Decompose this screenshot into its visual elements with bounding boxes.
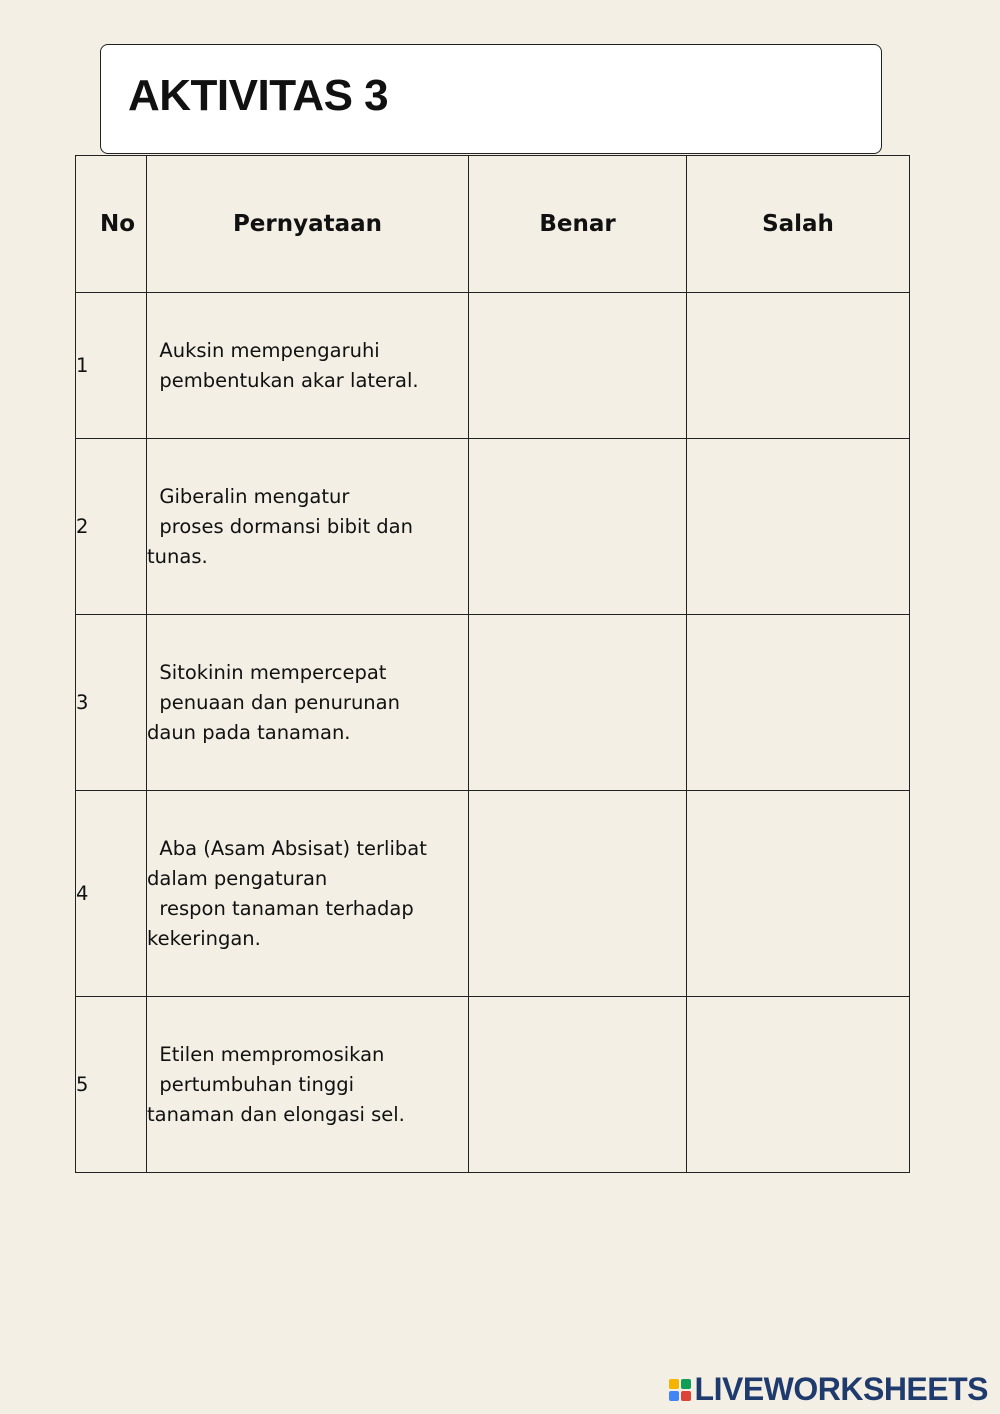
answer-true-cell[interactable] xyxy=(469,439,687,615)
statement-line: Giberalin mengatur xyxy=(147,484,350,508)
table-row xyxy=(76,293,910,439)
answer-true-cell[interactable] xyxy=(469,615,687,791)
row-number: 1 xyxy=(76,293,147,439)
answer-false-cell[interactable] xyxy=(687,997,910,1173)
answer-true-cell[interactable] xyxy=(469,791,687,997)
answer-true-cell[interactable] xyxy=(469,997,687,1173)
row-number: 5 xyxy=(76,997,147,1173)
answer-false-cell[interactable] xyxy=(687,439,910,615)
statement-line: kekeringan. xyxy=(147,926,261,950)
row-statement xyxy=(147,439,469,615)
statement-line: Aba (Asam Absisat) terlibat xyxy=(147,836,427,860)
statement-line: Auksin mempengaruhi xyxy=(147,338,380,362)
page-title: AKTIVITAS 3 xyxy=(128,71,389,120)
logo-square xyxy=(669,1379,679,1389)
header-false: Salah xyxy=(687,156,910,293)
row-statement xyxy=(147,293,469,439)
row-statement xyxy=(147,791,469,997)
answer-false-cell[interactable] xyxy=(687,293,910,439)
table-row xyxy=(76,791,910,997)
footer-logo xyxy=(669,1371,988,1408)
liveworksheets-logo-icon xyxy=(669,1379,691,1401)
table-row xyxy=(76,997,910,1173)
statement-line: pertumbuhan tinggi xyxy=(147,1072,354,1096)
statement-line: penuaan dan penurunan xyxy=(147,690,400,714)
title-box xyxy=(100,44,882,154)
statement-line: dalam pengaturan xyxy=(147,866,328,890)
table-header-row xyxy=(76,156,910,293)
table-row xyxy=(76,615,910,791)
header-statement: Pernyataan xyxy=(147,156,469,293)
row-statement xyxy=(147,615,469,791)
logo-square xyxy=(669,1391,679,1401)
header-no: No xyxy=(76,156,147,293)
answer-false-cell[interactable] xyxy=(687,791,910,997)
row-number: 2 xyxy=(76,439,147,615)
statement-line: Sitokinin mempercepat xyxy=(147,660,387,684)
statement-line: pembentukan akar lateral. xyxy=(147,368,419,392)
logo-square xyxy=(681,1379,691,1389)
row-number: 3 xyxy=(76,615,147,791)
table-row xyxy=(76,439,910,615)
worksheet-table xyxy=(75,155,910,1173)
header-true: Benar xyxy=(469,156,687,293)
answer-false-cell[interactable] xyxy=(687,615,910,791)
statement-line: tunas. xyxy=(147,544,208,568)
logo-square xyxy=(681,1391,691,1401)
row-statement xyxy=(147,997,469,1173)
statement-line: respon tanaman terhadap xyxy=(147,896,414,920)
statement-line: tanaman dan elongasi sel. xyxy=(147,1102,405,1126)
statement-line: proses dormansi bibit dan xyxy=(147,514,413,538)
statement-line: daun pada tanaman. xyxy=(147,720,351,744)
footer-brand: LIVEWORKSHEETS xyxy=(694,1371,988,1407)
row-number: 4 xyxy=(76,791,147,997)
answer-true-cell[interactable] xyxy=(469,293,687,439)
statement-line: Etilen mempromosikan xyxy=(147,1042,385,1066)
